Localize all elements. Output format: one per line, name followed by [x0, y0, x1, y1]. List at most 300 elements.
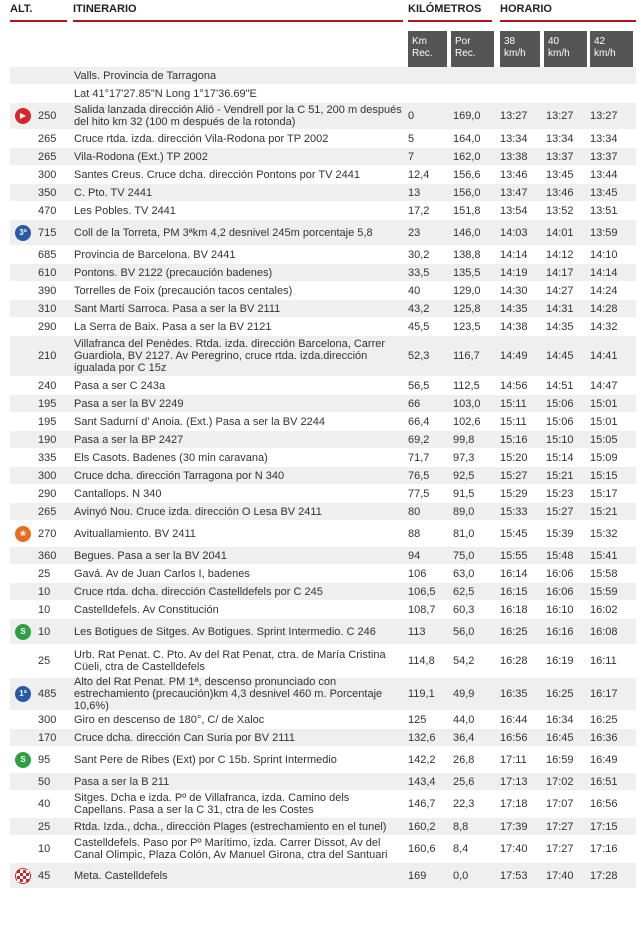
sprint-icon: S [15, 752, 31, 768]
row-time-38: 15:27 [500, 469, 528, 482]
row-km-por-rec: 156,6 [453, 168, 481, 181]
row-time-42: 15:01 [590, 415, 618, 428]
subheader-por-rec-line2: Rec. [455, 48, 476, 59]
row-km-por-rec: 0,0 [453, 869, 469, 882]
row-time-38: 16:44 [500, 713, 528, 726]
row-itinerary: Provincia de Barcelona. BV 2441 [74, 248, 236, 261]
row-km-por-rec: 54,2 [453, 655, 475, 667]
table-row [10, 318, 636, 336]
row-km-rec: 43,2 [408, 302, 430, 315]
row-km-rec: 69,2 [408, 433, 430, 446]
row-time-38: 16:14 [500, 567, 528, 580]
row-itinerary: Rtda. Izda., dcha., dirección Plages (estrechamiento en el tunel) [74, 820, 387, 833]
row-time-38: 15:29 [500, 487, 528, 500]
header-kilometros: KILÓMETROS [408, 0, 492, 22]
row-km-por-rec: 92,5 [453, 469, 475, 482]
row-km-por-rec: 99,8 [453, 433, 475, 446]
subheader-40-line2: km/h [548, 48, 570, 59]
row-itinerary: Torrelles de Foix (precaución tacos centales) [74, 284, 293, 297]
row-time-40: 16:45 [546, 731, 574, 744]
row-time-38: 15:45 [500, 527, 528, 540]
row-time-42: 15:17 [590, 487, 618, 500]
row-altitude: 195 [38, 397, 57, 410]
row-altitude: 715 [38, 226, 57, 239]
row-time-40: 17:07 [546, 798, 574, 810]
row-km-por-rec: 49,9 [453, 688, 475, 700]
row-time-42: 16:17 [590, 688, 618, 700]
row-time-40: 13:46 [546, 186, 574, 199]
row-altitude: 300 [38, 713, 57, 726]
row-time-38: 16:28 [500, 655, 528, 667]
row-km-por-rec: 164,0 [453, 132, 481, 145]
row-time-42: 16:08 [590, 625, 618, 638]
feed-icon: ❀ [15, 526, 31, 542]
row-altitude: 470 [38, 204, 57, 217]
row-km-rec: 169 [408, 869, 427, 882]
table-row [10, 729, 636, 747]
row-time-40: 13:34 [546, 132, 574, 145]
row-time-42: 16:25 [590, 713, 618, 726]
row-time-42: 13:51 [590, 204, 618, 217]
subheader-km-rec-line1: Km [412, 36, 427, 47]
row-km-rec: 94 [408, 549, 421, 562]
row-altitude: 25 [38, 655, 51, 667]
row-altitude: 170 [38, 731, 57, 744]
row-altitude: 265 [38, 505, 57, 518]
row-time-40: 15:14 [546, 451, 574, 464]
table-row [10, 395, 636, 413]
row-km-por-rec: 26,8 [453, 753, 475, 766]
row-time-42: 15:58 [590, 567, 618, 580]
row-km-rec: 23 [408, 226, 421, 239]
row-km-rec: 40 [408, 284, 421, 297]
row-km-por-rec: 112,5 [453, 379, 480, 392]
row-time-38: 14:03 [500, 226, 528, 239]
row-time-40: 14:27 [546, 284, 574, 297]
row-km-rec: 143,4 [408, 775, 436, 788]
row-km-por-rec: 156,0 [453, 186, 481, 199]
row-itinerary: Les Pobles. TV 2441 [74, 204, 176, 217]
row-altitude: 25 [38, 820, 51, 833]
row-itinerary: Avinyó Nou. Cruce izda. dirección O Lesa BV 2411 [74, 505, 322, 518]
table-row [10, 413, 636, 431]
row-km-rec: 13 [408, 186, 421, 199]
header-itinerario: ITINERARIO [73, 0, 403, 22]
row-time-38: 15:16 [500, 433, 528, 446]
row-time-42: 17:15 [590, 820, 618, 833]
row-time-40: 14:12 [546, 248, 574, 261]
table-row [10, 130, 636, 148]
row-itinerary: Pasa a ser la BV 2249 [74, 397, 184, 410]
sprint-icon: S [15, 624, 31, 640]
row-km-por-rec: 63,0 [453, 567, 475, 580]
subheader-42kmh [590, 31, 633, 69]
row-km-por-rec: 44,0 [453, 713, 475, 726]
row-km-por-rec: 123,5 [453, 320, 481, 333]
row-itinerary: Pasa a ser la BP 2427 [74, 433, 184, 446]
table-row [10, 601, 636, 619]
row-altitude: 240 [38, 379, 57, 392]
row-time-40: 16:34 [546, 713, 574, 726]
row-time-42: 16:02 [590, 603, 618, 616]
row-itinerary: Cruce dcha. dirección Can Suria por BV 2111 [74, 731, 295, 744]
table-row [10, 300, 636, 318]
row-time-40: 13:27 [546, 110, 574, 122]
row-icon-cell [10, 108, 36, 124]
row-km-por-rec: 8,8 [453, 820, 469, 833]
row-altitude: 10 [38, 585, 51, 598]
row-time-38: 13:47 [500, 186, 528, 199]
table-row [10, 619, 636, 645]
row-itinerary: Meta. Castelldefels [74, 869, 168, 882]
row-time-38: 13:27 [500, 110, 528, 122]
row-altitude: 40 [38, 798, 51, 810]
row-time-38: 14:30 [500, 284, 528, 297]
row-km-rec: 30,2 [408, 248, 430, 261]
row-time-42: 14:10 [590, 248, 618, 261]
table-row [10, 836, 636, 863]
subheader-42-line2: km/h [594, 48, 616, 59]
row-time-42: 15:21 [590, 505, 618, 518]
row-time-42: 14:28 [590, 302, 618, 315]
row-altitude: 10 [38, 603, 51, 616]
table-row [10, 246, 636, 264]
row-itinerary: Les Botigues de Sitges. Av Botigues. Sprint Intermedio. C 246 [74, 625, 376, 638]
row-time-40: 16:06 [546, 567, 574, 580]
row-icon-cell [10, 624, 36, 640]
row-time-42: 15:09 [590, 451, 618, 464]
row-time-42: 14:14 [590, 266, 618, 279]
table-row [10, 148, 636, 166]
row-time-38: 14:38 [500, 320, 528, 333]
row-time-38: 17:13 [500, 775, 528, 788]
row-time-42: 15:59 [590, 585, 618, 598]
table-row [10, 583, 636, 601]
table-row [10, 791, 636, 818]
row-itinerary: Pontons. BV 2122 (precaución badenes) [74, 266, 273, 279]
row-km-rec: 0 [408, 110, 415, 122]
row-time-40: 14:01 [546, 226, 574, 239]
row-icon-cell [10, 225, 36, 241]
table-row [10, 565, 636, 583]
climb-1-icon: 1ª [15, 686, 31, 702]
row-km-rec: 106,5 [408, 585, 436, 598]
row-km-por-rec: 25,6 [453, 775, 475, 788]
row-time-38: 13:38 [500, 150, 528, 163]
row-itinerary: Santes Creus. Cruce dcha. dirección Pontons por TV 2441 [74, 168, 360, 181]
subheader-40-line1: 40 [548, 36, 560, 47]
row-km-rec: 146,7 [408, 798, 436, 810]
row-km-rec: 7 [408, 150, 415, 163]
row-km-por-rec: 8,4 [453, 843, 469, 855]
table-row [10, 773, 636, 791]
row-time-42: 15:01 [590, 397, 618, 410]
row-km-por-rec: 129,0 [453, 284, 481, 297]
row-time-38: 14:19 [500, 266, 528, 279]
row-time-40: 15:48 [546, 549, 574, 562]
table-row [10, 166, 636, 184]
row-itinerary: Sitges. Dcha e izda. Pº de Villafranca, izda. Camino dels Capellans. Pasa a ser la C 31, ctra de les Costes [74, 792, 350, 816]
row-time-42: 15:41 [590, 549, 618, 562]
row-itinerary: Cantallops. N 340 [74, 487, 162, 500]
table-row [10, 485, 636, 503]
row-time-42: 16:11 [590, 655, 617, 667]
row-time-38: 17:53 [500, 869, 528, 882]
row-km-por-rec: 75,0 [453, 549, 475, 562]
table-row [10, 747, 636, 773]
finish-icon [15, 868, 31, 884]
row-altitude: 300 [38, 168, 57, 181]
row-time-38: 13:34 [500, 132, 528, 145]
row-altitude: 95 [38, 753, 51, 766]
row-altitude: 195 [38, 415, 57, 428]
row-time-38: 16:18 [500, 603, 528, 616]
row-altitude: 335 [38, 451, 57, 464]
row-time-38: 17:39 [500, 820, 528, 833]
table-row [10, 521, 636, 547]
row-time-42: 16:49 [590, 753, 618, 766]
row-time-40: 17:27 [546, 843, 574, 855]
row-time-38: 14:35 [500, 302, 528, 315]
row-itinerary: Avituallamiento. BV 2411 [74, 527, 196, 540]
row-itinerary: Coll de la Torreta, PM 3ªkm 4,2 desnivel 245m porcentaje 5,8 [74, 226, 373, 239]
row-km-por-rec: 138,8 [453, 248, 481, 261]
row-time-40: 16:25 [546, 688, 574, 700]
row-itinerary: Castelldefels. Paso por Pº Marítimo, izda. Carrer Dissot, Av del Canal Olimpic, Plaza Colón, Av Manuel Girona, ctra del Santuari [74, 837, 388, 861]
row-km-por-rec: 22,3 [453, 798, 475, 810]
subheader-42-line1: 42 [594, 36, 606, 47]
row-km-por-rec: 125,8 [453, 302, 481, 315]
row-time-42: 13:44 [590, 168, 618, 181]
row-time-42: 13:37 [590, 150, 618, 163]
row-itinerary: Sant Pere de Ribes (Ext) por C 15b. Sprint Intermedio [74, 753, 337, 766]
row-time-38: 16:25 [500, 625, 528, 638]
row-icon-cell [10, 526, 36, 542]
row-time-42: 13:34 [590, 132, 618, 145]
subheader-km-rec [408, 31, 447, 69]
row-km-por-rec: 36,4 [453, 731, 475, 744]
table-row [10, 431, 636, 449]
row-time-42: 16:51 [590, 775, 618, 788]
row-km-por-rec: 162,0 [453, 150, 481, 163]
table-row [10, 449, 636, 467]
row-time-40: 14:17 [546, 266, 574, 279]
row-km-rec: 125 [408, 713, 427, 726]
row-itinerary: La Serra de Baix. Pasa a ser la BV 2121 [74, 320, 272, 333]
row-time-40: 16:59 [546, 753, 574, 766]
climb-3-icon: 3ª [15, 225, 31, 241]
row-time-38: 17:18 [500, 798, 528, 810]
row-altitude: 390 [38, 284, 57, 297]
row-km-rec: 142,2 [408, 753, 436, 766]
row-itinerary: Giro en descenso de 180°, C/ de Xaloc [74, 713, 265, 726]
row-time-40: 17:02 [546, 775, 574, 788]
row-itinerary: Sant Martí Sarroca. Pasa a ser la BV 2111 [74, 302, 281, 315]
row-km-rec: 132,6 [408, 731, 436, 744]
row-time-38: 15:55 [500, 549, 528, 562]
row-time-42: 17:28 [590, 869, 618, 882]
row-time-38: 14:56 [500, 379, 528, 392]
row-km-rec: 160,6 [408, 843, 436, 855]
row-time-40: 14:51 [546, 379, 574, 392]
row-time-40: 16:10 [546, 603, 574, 616]
row-time-42: 14:24 [590, 284, 618, 297]
row-itinerary: Begues. Pasa a ser la BV 2041 [74, 549, 227, 562]
row-time-42: 17:16 [590, 843, 618, 855]
row-itinerary: C. Pto. TV 2441 [74, 186, 153, 199]
subheader-40kmh [544, 31, 587, 69]
row-time-38: 13:46 [500, 168, 528, 181]
row-km-por-rec: 116,7 [453, 350, 480, 362]
row-altitude: 485 [38, 688, 57, 700]
row-km-por-rec: 135,5 [453, 266, 481, 279]
row-itinerary: Alto del Rat Penat. PM 1ª, descenso pronunciado con estrechamiento (precaución)km 4,3 desnivel 460 m. Porcentaje 10,6%) [74, 676, 383, 712]
row-altitude: 190 [38, 433, 57, 446]
row-time-42: 14:41 [590, 350, 618, 362]
row-itinerary: Sant Sadurní d' Anoia. (Ext.) Pasa a ser la BV 2244 [74, 415, 325, 428]
row-km-rec: 56,5 [408, 379, 430, 392]
header-alt: ALT. [10, 0, 67, 22]
row-km-por-rec: 91,5 [453, 487, 475, 500]
row-time-40: 13:45 [546, 168, 574, 181]
row-time-40: 16:16 [546, 625, 574, 638]
row-time-42: 15:05 [590, 433, 618, 446]
table-row [10, 336, 636, 377]
subheader-38-line1: 38 [504, 36, 516, 47]
row-km-por-rec: 81,0 [453, 527, 475, 540]
row-time-42: 16:36 [590, 731, 618, 744]
table-row [10, 547, 636, 565]
subheader-38kmh [500, 31, 540, 69]
row-km-por-rec: 151,8 [453, 204, 481, 217]
row-itinerary: Cruce dcha. dirección Tarragona por N 340 [74, 469, 285, 482]
row-itinerary: Els Casots. Badenes (30 min caravana) [74, 451, 268, 464]
row-km-rec: 108,7 [408, 603, 436, 616]
row-altitude: 610 [38, 266, 57, 279]
row-itinerary: Cruce rtda. izda. dirección Vila-Rodona por TP 2002 [74, 132, 329, 145]
row-time-42: 14:32 [590, 320, 618, 333]
row-time-38: 15:20 [500, 451, 528, 464]
row-km-por-rec: 102,6 [453, 415, 481, 428]
table-row [10, 220, 636, 246]
row-time-38: 17:11 [500, 753, 527, 766]
row-icon-cell [10, 686, 36, 702]
table-row [10, 202, 636, 220]
table-row [10, 503, 636, 521]
table-body [10, 67, 636, 889]
row-icon-cell [10, 868, 36, 884]
row-km-rec: 5 [408, 132, 415, 145]
row-km-rec: 45,5 [408, 320, 430, 333]
row-time-42: 15:15 [590, 469, 618, 482]
row-altitude: 210 [38, 350, 57, 362]
row-altitude: 300 [38, 469, 57, 482]
table-row [10, 67, 636, 85]
row-km-rec: 114,8 [408, 655, 435, 667]
table-row [10, 377, 636, 395]
table-row [10, 711, 636, 729]
row-km-rec: 76,5 [408, 469, 430, 482]
row-altitude: 685 [38, 248, 57, 261]
row-time-40: 14:45 [546, 350, 574, 362]
row-km-por-rec: 97,3 [453, 451, 475, 464]
row-km-rec: 71,7 [408, 451, 430, 464]
row-altitude: 310 [38, 302, 57, 315]
row-time-42: 16:56 [590, 798, 618, 810]
row-km-rec: 17,2 [408, 204, 430, 217]
row-altitude: 45 [38, 869, 51, 882]
row-time-40: 17:27 [546, 820, 574, 833]
table-row [10, 282, 636, 300]
row-time-38: 15:11 [500, 397, 527, 410]
row-time-40: 17:40 [546, 869, 574, 882]
row-time-38: 14:14 [500, 248, 528, 261]
row-itinerary: Villafranca del Penèdes. Rtda. izda. dirección Barcelona, Carrer Guardiola, BV 2127. Av Peregrino, cruce rtda. izda.dirección igualada por C 15z [74, 338, 386, 374]
table-row [10, 85, 636, 103]
row-altitude: 250 [38, 110, 57, 122]
row-time-42: 13:45 [590, 186, 618, 199]
row-itinerary: Gavá. Av de Juan Carlos I, badenes [74, 567, 250, 580]
row-time-40: 15:39 [546, 527, 574, 540]
row-km-rec: 66,4 [408, 415, 430, 428]
row-time-40: 15:06 [546, 415, 574, 428]
row-km-por-rec: 103,0 [453, 397, 481, 410]
row-time-38: 16:35 [500, 688, 528, 700]
row-time-40: 15:06 [546, 397, 574, 410]
row-time-40: 16:06 [546, 585, 574, 598]
row-km-por-rec: 60,3 [453, 603, 475, 616]
row-time-40: 15:23 [546, 487, 574, 500]
row-itinerary: Castelldefels. Av Constitución [74, 603, 219, 616]
row-km-rec: 77,5 [408, 487, 430, 500]
row-altitude: 290 [38, 320, 57, 333]
row-km-por-rec: 169,0 [453, 110, 481, 122]
row-km-rec: 80 [408, 505, 421, 518]
row-itinerary: Salida lanzada dirección Alió - Vendrell por la C 51, 200 m después del hito km 32 (100 m después de la rotonda) [74, 104, 402, 128]
row-altitude: 10 [38, 625, 51, 638]
row-altitude: 360 [38, 549, 57, 562]
row-altitude: 290 [38, 487, 57, 500]
row-km-rec: 52,3 [408, 350, 430, 362]
row-time-40: 14:31 [546, 302, 574, 315]
subheader-38-line2: km/h [504, 48, 526, 59]
row-time-38: 16:15 [500, 585, 528, 598]
row-time-42: 14:47 [590, 379, 618, 392]
row-altitude: 10 [38, 843, 51, 855]
row-itinerary: Lat 41°17'27.85"N Long 1°17'36.69"E [74, 87, 257, 100]
row-time-42: 13:27 [590, 110, 618, 122]
row-altitude: 25 [38, 567, 51, 580]
row-time-38: 14:49 [500, 350, 528, 362]
row-km-rec: 88 [408, 527, 421, 540]
table-row [10, 645, 636, 678]
row-km-rec: 113 [408, 625, 426, 638]
row-km-por-rec: 89,0 [453, 505, 475, 518]
row-time-40: 15:27 [546, 505, 574, 518]
row-altitude: 350 [38, 186, 57, 199]
row-km-por-rec: 56,0 [453, 625, 475, 638]
row-itinerary: Cruce rtda. dcha. dirección Castelldefels por C 245 [74, 585, 323, 598]
row-itinerary: Urb. Rat Penat. C. Pto. Av del Rat Penat, ctra. de María Cristina Cüeli, ctra de Castelldefels [74, 649, 386, 673]
subheader-por-rec-line1: Por [455, 36, 471, 47]
row-km-rec: 66 [408, 397, 421, 410]
row-altitude: 265 [38, 132, 57, 145]
row-time-38: 16:56 [500, 731, 528, 744]
row-km-rec: 106 [408, 567, 427, 580]
table-row [10, 264, 636, 282]
row-time-42: 15:32 [590, 527, 618, 540]
subheader-km-rec-line2: Rec. [412, 48, 433, 59]
